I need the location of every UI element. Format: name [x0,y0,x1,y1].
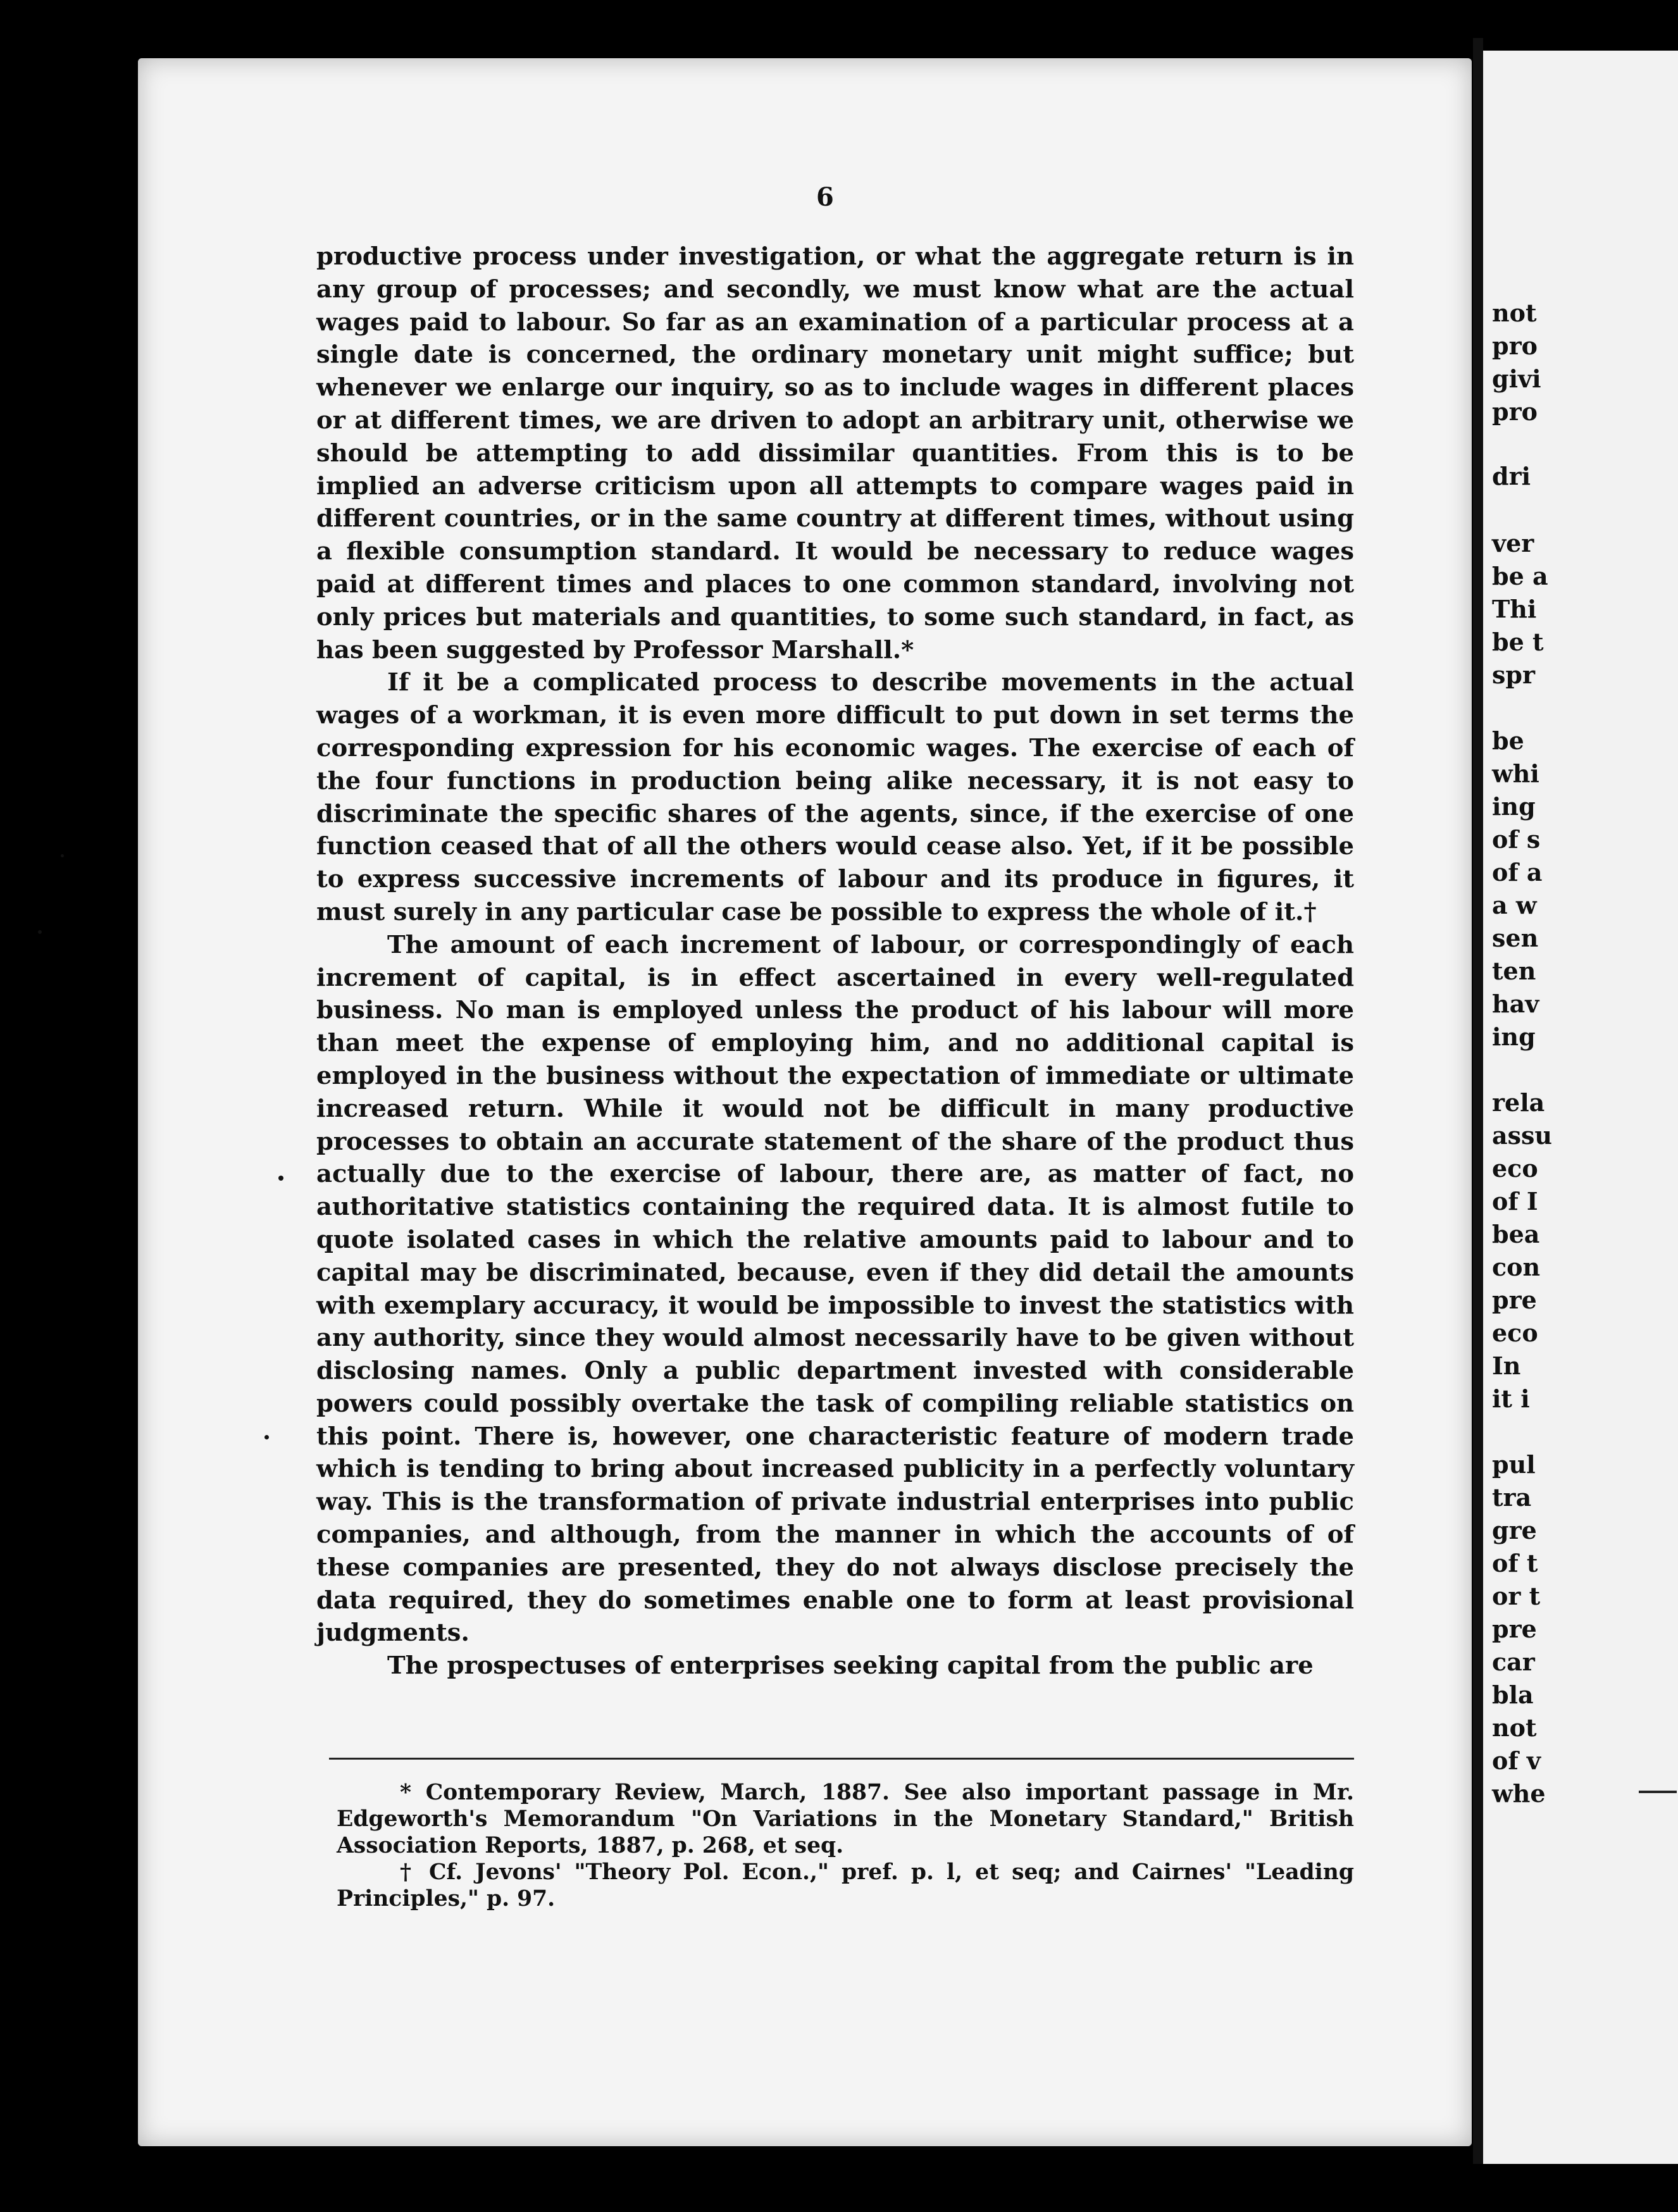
adjacent-fragment: pro [1492,397,1538,426]
paragraph: productive process under investigation, or what the aggregate return is in any group of processes; and secondly, we must know what are the actual wages paid to labour. So far as an examination of a particular process at a single date is concerned, the ordinary monetary unit might suffice; but whenever we enlarge our inquiry, so as to include wages in different places or at different times, we are driven to adopt an arbitrary unit, otherwise we should be attempting to add dissimilar quantities. From this is to be implied an adverse criticism upon all attempts to compare wages paid in different countries, or in the same country at different times, without using a flexible consumption standard. It would be necessary to reduce wages paid at different times and places to one common standard, involving not only prices but materials and quantities, to some such standard, in fact, as has been suggested by Professor Marshall.* [316,242,1354,664]
adjacent-fragment: of s [1492,825,1541,854]
page-number: 6 [816,182,834,212]
adjacent-fragment: car [1492,1648,1535,1676]
ink-speck [61,854,64,857]
adjacent-fragment: of v [1492,1746,1541,1775]
adjacent-footnote-rule [1639,1791,1677,1793]
adjacent-fragment: not [1492,299,1537,327]
adjacent-fragment: rela [1492,1088,1545,1117]
adjacent-fragment: bea [1492,1220,1540,1248]
adjacent-fragment: eco [1492,1319,1538,1347]
adjacent-fragment: not [1492,1713,1537,1742]
adjacent-fragment: dri [1492,462,1531,490]
adjacent-fragment: ver [1492,529,1534,557]
adjacent-page [1483,51,1678,2164]
adjacent-fragment: tra [1492,1483,1532,1512]
adjacent-fragment: of I [1492,1187,1538,1215]
ink-speck [278,1176,283,1181]
adjacent-fragment: of t [1492,1549,1538,1577]
adjacent-fragment: a w [1492,891,1537,919]
adjacent-fragment: it i [1492,1384,1530,1413]
adjacent-fragment: of a [1492,858,1543,886]
book-spine [1473,38,1483,2164]
adjacent-fragment: gre [1492,1516,1537,1544]
adjacent-fragment: whi [1492,759,1539,788]
adjacent-fragment: pre [1492,1615,1537,1643]
adjacent-fragment: or t [1492,1582,1541,1610]
footnotes [337,1779,1354,1912]
body-text [316,240,1354,1682]
ink-speck [264,1435,269,1439]
adjacent-fragment: hav [1492,990,1539,1018]
adjacent-fragment: pre [1492,1286,1537,1314]
footnote: * Contemporary Review, March, 1887. See also important passage in Mr. Edgeworth's Memorandum "On Variations in the Monetary Standard," British Association Reports, 1887, p. 268, et seq. [337,1780,1354,1858]
adjacent-fragment: ing [1492,1022,1536,1051]
adjacent-fragment: sen [1492,924,1539,952]
paragraph: The prospectuses of enterprises seeking capital from the public are [387,1651,1314,1681]
adjacent-fragment: be a [1492,562,1548,590]
adjacent-fragment: spr [1492,661,1535,689]
adjacent-fragment: ten [1492,957,1536,985]
adjacent-fragment: con [1492,1253,1541,1281]
adjacent-fragment: whe [1492,1779,1546,1808]
ink-speck [38,930,42,934]
adjacent-fragment: eco [1492,1154,1538,1183]
adjacent-fragment: Thi [1492,595,1537,623]
footnote-rule [329,1758,1354,1760]
adjacent-fragment: In [1492,1351,1521,1380]
adjacent-fragment: pul [1492,1450,1536,1479]
adjacent-fragment: assu [1492,1121,1553,1150]
adjacent-fragment: ing [1492,792,1536,821]
paragraph: If it be a complicated process to describe movements in the actual wages of a workman, it is even more difficult to put down in set terms the corresponding expression for his economic wages. The exercise of each of the four functions in production being alike necessary, it is not easy to discriminate the specific shares of the agents, since, if the exercise of one function ceased that of all the others would cease also. Yet, if it be possible to express successive increments of labour and its produce in figures, it must surely in any particular case be possible to express the whole of it.† [316,668,1354,926]
adjacent-fragment: givi [1492,364,1541,393]
adjacent-fragment: bla [1492,1681,1534,1709]
adjacent-fragment: be t [1492,628,1544,656]
adjacent-fragment: be [1492,726,1524,755]
paragraph: The amount of each increment of labour, or correspondingly of each increment of capital, is in effect ascertained in every well-regulated business. No man is employed unless the product of his labour will more than meet the expense of employing him, and no additional capital is employed in the business without the expectation of immediate or ultimate increased return. While it would not be difficult in many productive processes to obtain an accurate statement of the share of the product thus actually due to the exercise of labour, there are, as matter of fact, no authoritative statistics containing the required data. It is almost futile to quote isolated cases in which the relative amounts paid to labour and to capital may be discriminated, because, even if they did detail the amounts with exemplary accuracy, it would be impossible to invest the statistics with any authority, since they would almost necessarily have to be given without disclosing names. Only a public department invested with considerable powers could possibly overtake the task of compiling reliable statistics on this point. There is, however, one characteristic feature of modern trade which is tending to bring about increased publicity in a perfectly voluntary way. This is the transformation of private industrial enterprises into public companies, and although, from the manner in which the accounts of of these companies are presented, they do not always disclose precisely the data required, they do sometimes enable one to form at least provisional judgments. [316,930,1354,1648]
adjacent-fragment: pro [1492,332,1538,360]
footnote: † Cf. Jevons' "Theory Pol. Econ.," pref. p. l, et seq; and Cairnes' "Leading Principles," p. 97. [337,1860,1354,1911]
